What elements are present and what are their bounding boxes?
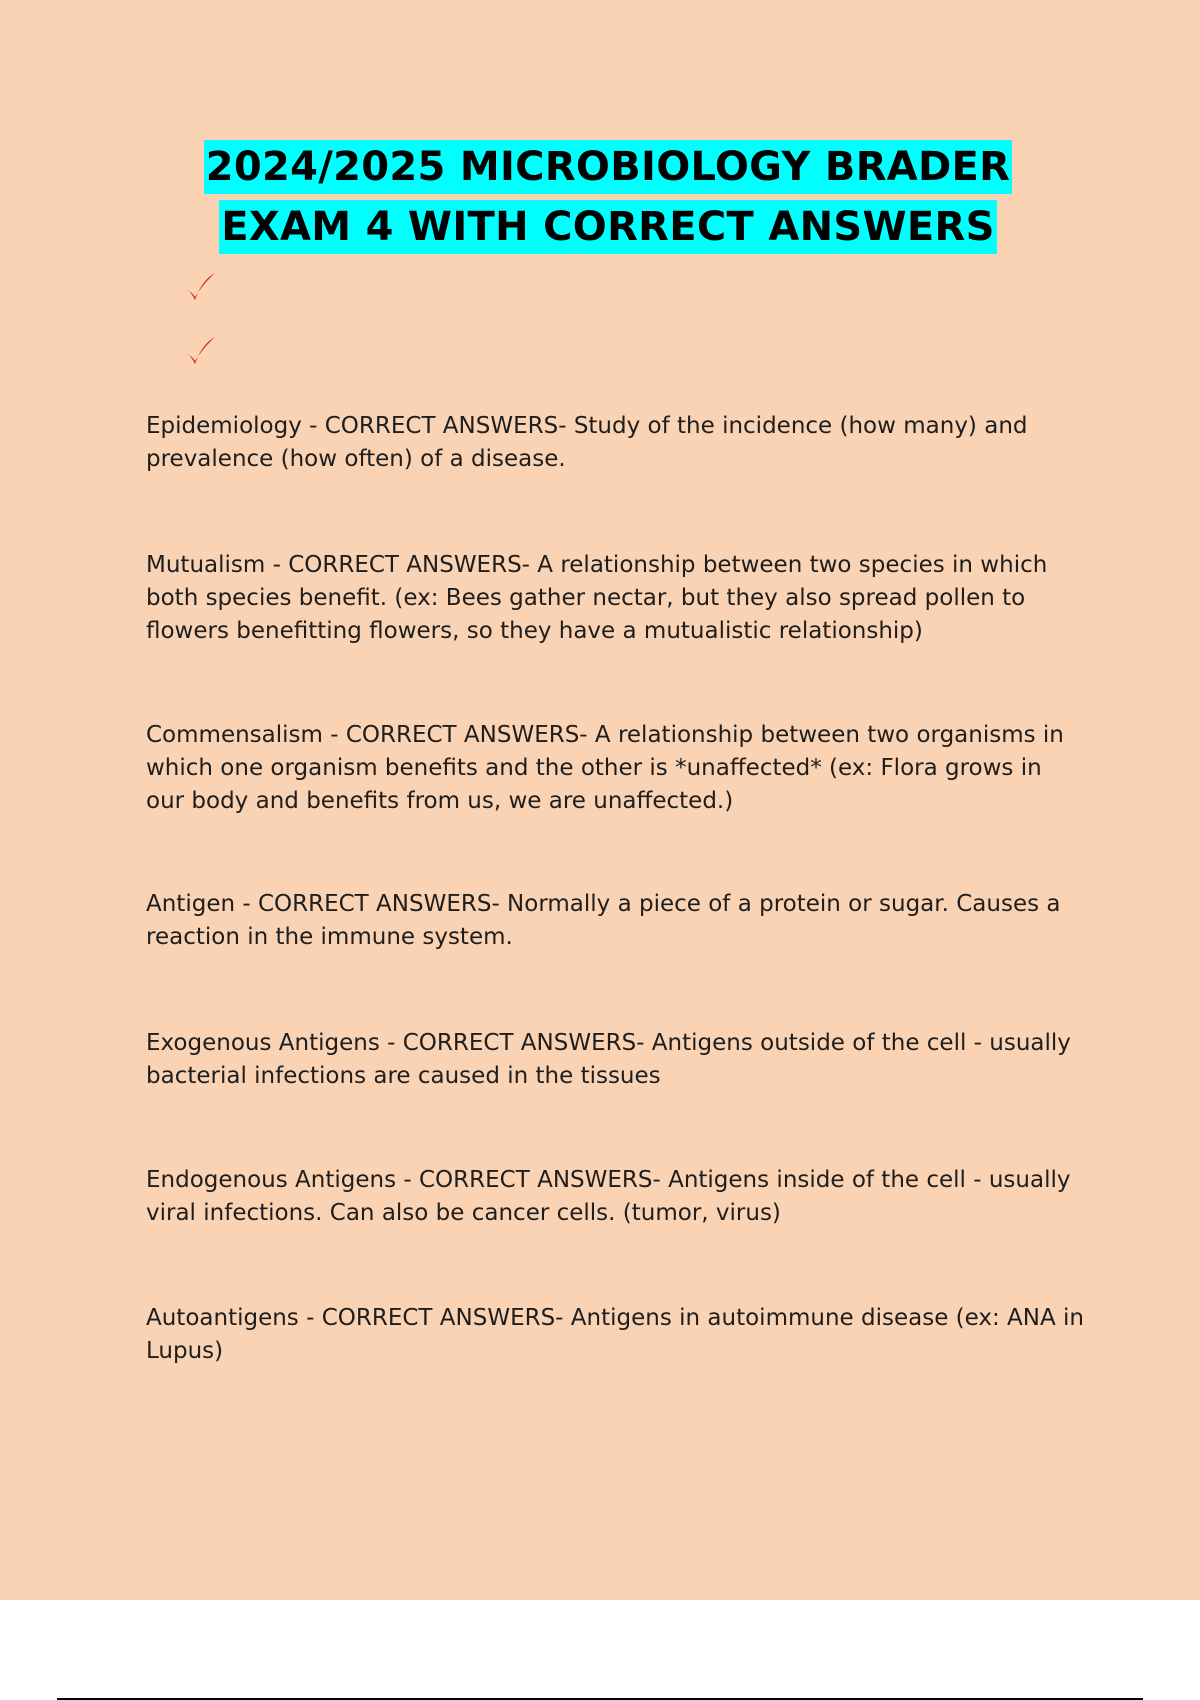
qa-entry-exogenous-antigens: Exogenous Antigens - CORRECT ANSWERS- Antigens outside of the cell - usually bacterial infections are caused in the tissues (146, 1030, 1071, 1089)
qa-entry-commensalism: Commensalism - CORRECT ANSWERS- A relationship between two organisms in which one organism benefits and the other is *unaffected* (ex: Flora grows in our body and benefits from us, we are unaffected.) (146, 722, 1064, 814)
checkmark-icon (183, 334, 217, 368)
qa-entry-autoantigens: Autoantigens - CORRECT ANSWERS- Antigens in autoimmune disease (ex: ANA in Lupus) (146, 1305, 1084, 1364)
qa-entry-mutualism: Mutualism - CORRECT ANSWERS- A relationship between two species in which both species benefit. (ex: Bees gather nectar, but they also spread pollen to flowers benefitting flowers, so they have a mutualistic relationship) (146, 552, 1048, 644)
qa-entry-antigen: Antigen - CORRECT ANSWERS- Normally a piece of a protein or sugar. Causes a reaction in the immune system. (146, 891, 1061, 950)
checkmark-icon (183, 270, 217, 304)
qa-entry-epidemiology: Epidemiology - CORRECT ANSWERS- Study of the incidence (how many) and prevalence (how often) of a disease. (146, 413, 1028, 472)
title-line-1: 2024/2025 MICROBIOLOGY BRADER (204, 140, 1013, 194)
document-title (0, 140, 1200, 254)
checkmark-list (183, 270, 217, 398)
qa-entry-endogenous-antigens: Endogenous Antigens - CORRECT ANSWERS- Antigens inside of the cell - usually viral infections. Can also be cancer cells. (tumor, virus) (146, 1167, 1071, 1226)
title-line-2: EXAM 4 WITH CORRECT ANSWERS (219, 200, 997, 254)
